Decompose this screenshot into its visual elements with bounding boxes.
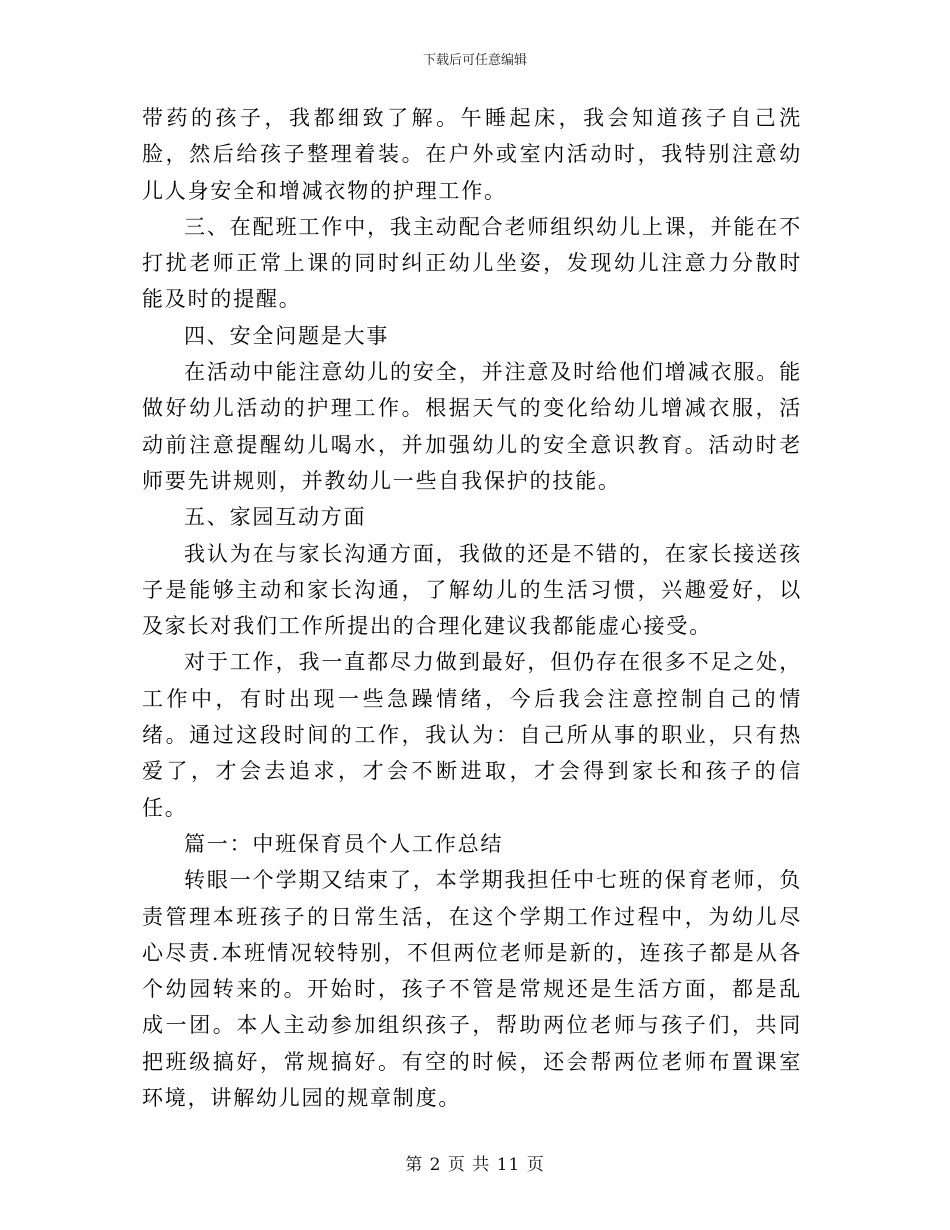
paragraph-class-assist: 三、在配班工作中，我主动配合老师组织幼儿上课，并能在不打扰老师正常上课的同时纠正幼儿坐姿，发现幼儿注意力分散时能及时的提醒。 [142, 214, 802, 312]
paragraph-parent-communication: 我认为在与家长沟通方面，我做的还是不错的，在家长接送孩子是能够主动和家长沟通，了解幼儿的生活习惯，兴趣爱好，以及家长对我们工作所提出的合理化建议我都能虚心接受。 [142, 541, 802, 639]
page-number: 第 2 页 共 11 页 [405, 1155, 545, 1175]
section-heading-home-school: 五、家园互动方面 [184, 505, 367, 530]
page-header: 下载后可任意编辑 [422, 53, 527, 68]
paragraph-semester-summary: 转眼一个学期又结束了，本学期我担任中七班的保育老师，负责管理本班孩子的日常生活，在这个学期工作过程中，为幼儿尽心尽责.本班情况较特别，不但两位老师是新的，连孩子都是从各个幼园转来的。开始时，孩子不管是常规还是生活方面，都是乱成一团。本人主动参加组织孩子，帮助两位老师与孩子们，共同把班级搞好，常规搞好。有空的时候，还会帮两位老师布置课室环境，讲解幼儿园的规章制度。 [142, 868, 802, 1111]
article-heading: 篇一：中班保育员个人工作总结 [184, 831, 504, 856]
paragraph-continuation: 带药的孩子，我都细致了解。午睡起床，我会知道孩子自己洗脸，然后给孩子整理着装。在户外或室内活动时，我特别注意幼儿人身安全和增减衣物的护理工作。 [142, 106, 802, 203]
paragraph-safety: 在活动中能注意幼儿的安全，并注意及时给他们增减衣服。能做好幼儿活动的护理工作。根据天气的变化给幼儿增减衣服，活动前注意提醒幼儿喝水，并加强幼儿的安全意识教育。活动时老师要先讲规则，并教幼儿一些自我保护的技能。 [142, 360, 802, 493]
paragraph-reflection: 对于工作，我一直都尽力做到最好，但仍存在很多不足之处，工作中，有时出现一些急躁情绪，今后我会注意控制自己的情绪。通过这段时间的工作，我认为：自己所从事的职业，只有热爱了，才会去追求，才会不断进取，才会得到家长和孩子的信任。 [142, 650, 802, 820]
section-heading-safety: 四、安全问题是大事 [184, 323, 390, 348]
document-body [142, 100, 802, 1116]
